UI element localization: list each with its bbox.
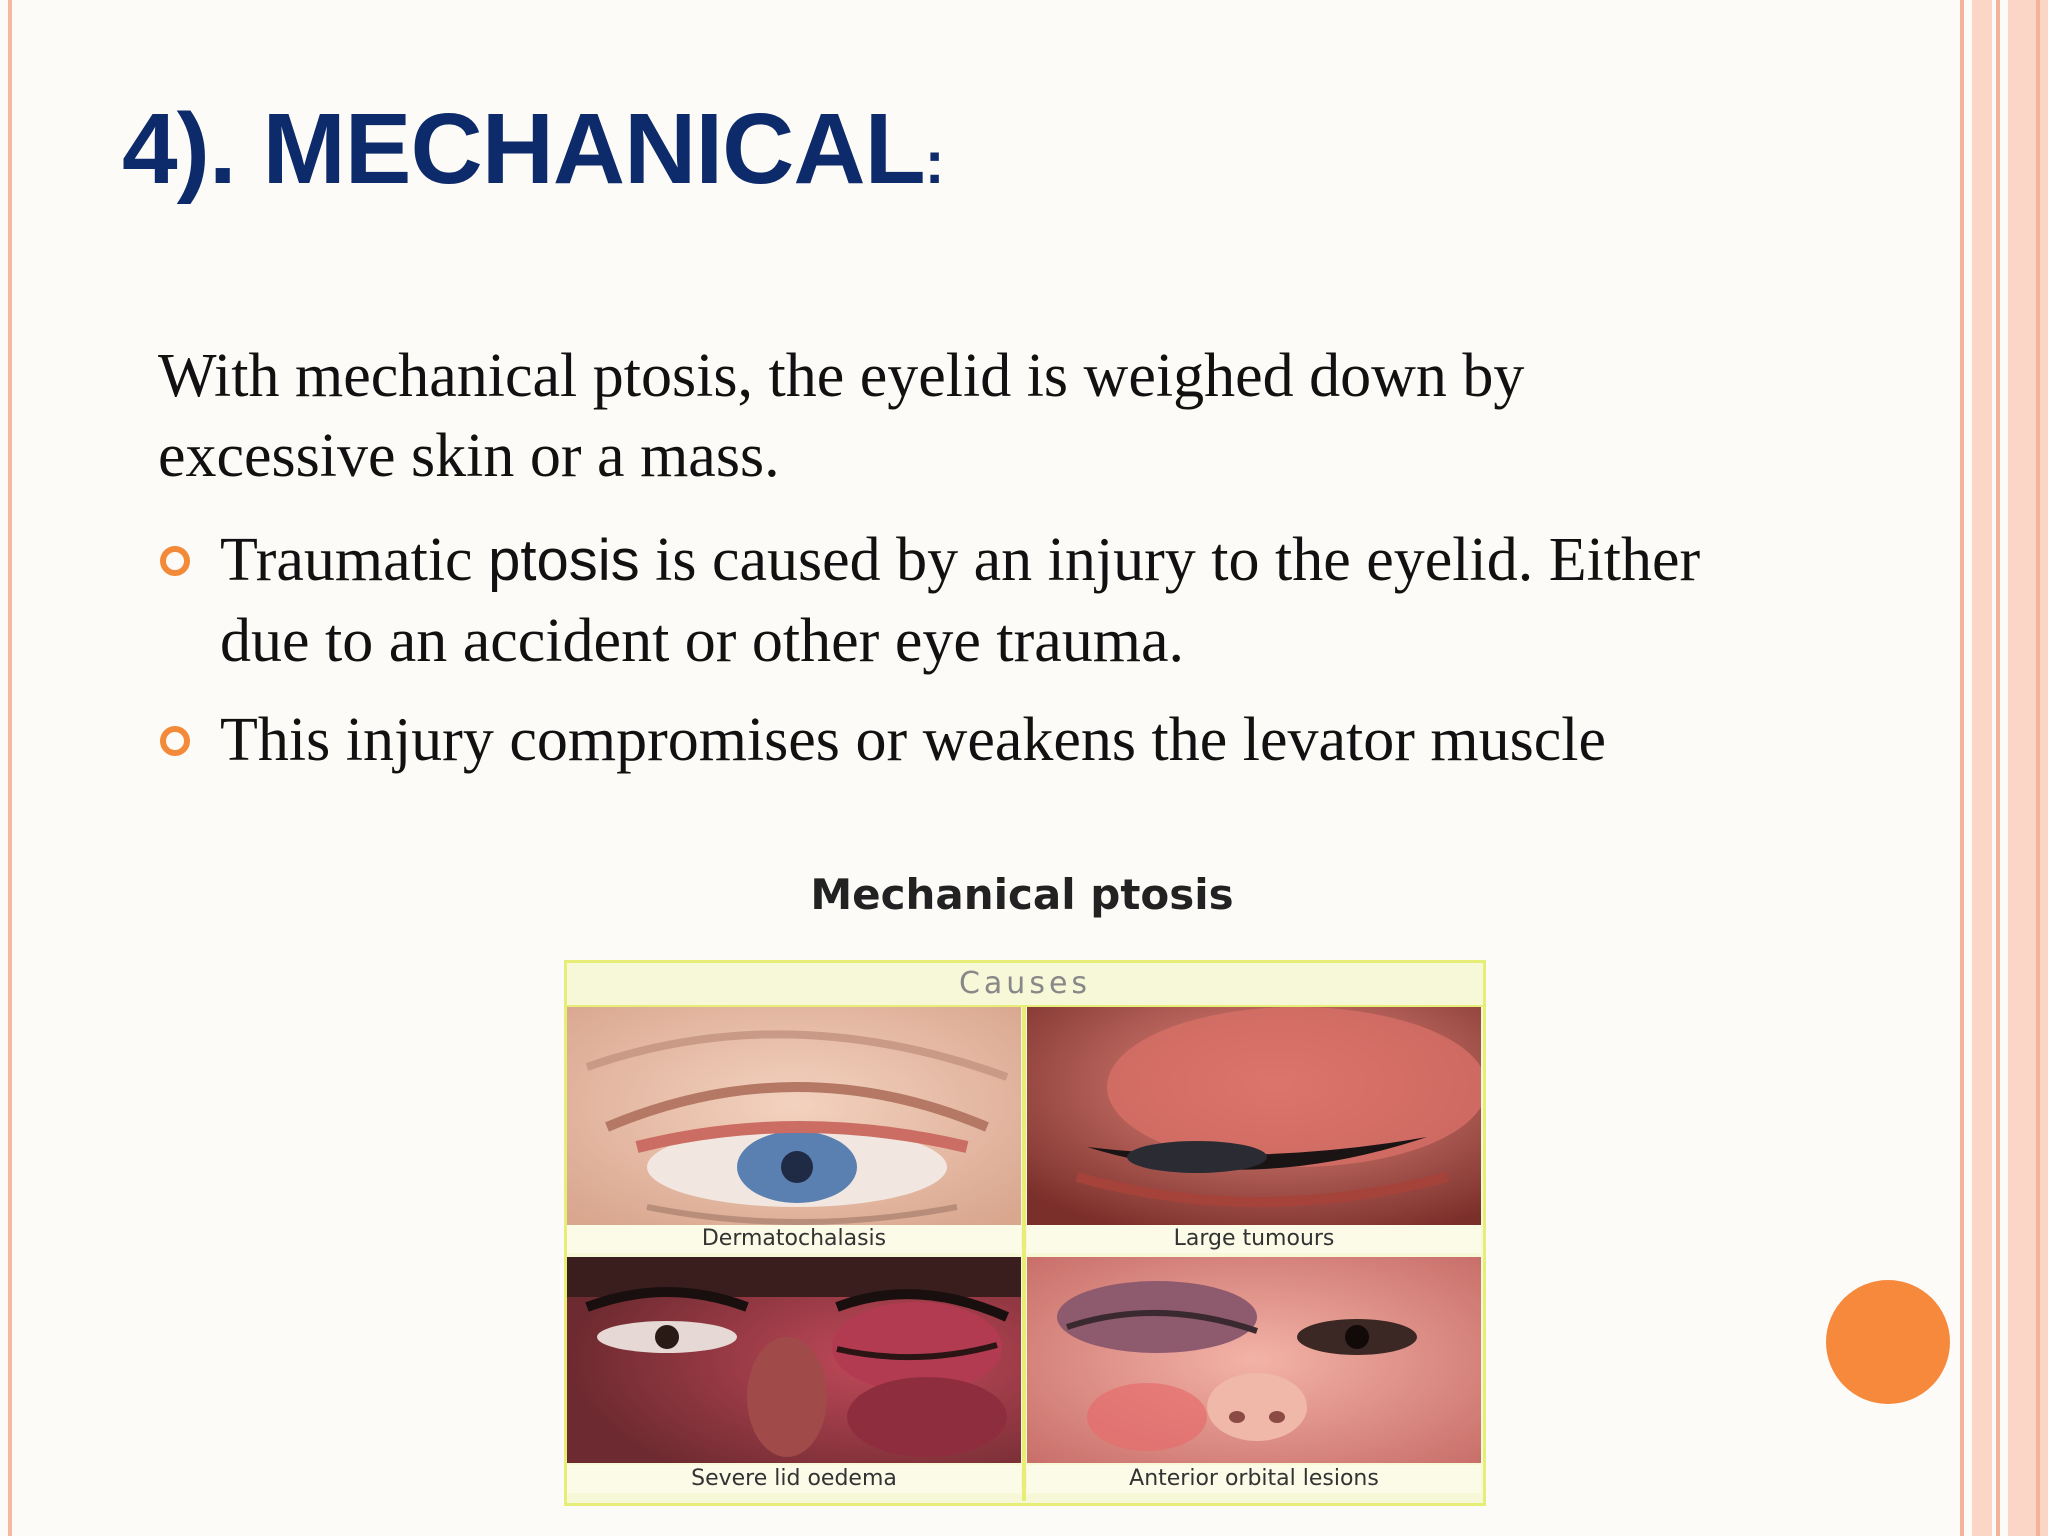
- right-stripe: [1960, 0, 1964, 1536]
- bullet-text-post: is caused by an injury to the eyelid. Either due to an accident or other eye trauma.: [220, 526, 1701, 675]
- caption-anterior-orbital-lesions: Anterior orbital lesions: [1027, 1465, 1481, 1493]
- caption-large-tumours: Large tumours: [1027, 1225, 1481, 1253]
- bullet-text-pre: Traumatic: [220, 526, 489, 594]
- bullet-item: [158, 700, 1778, 780]
- slide-title-colon: :: [924, 129, 944, 196]
- eye-photo-icon: [567, 1257, 1021, 1463]
- figure-panel: [564, 960, 1486, 1506]
- slide-title: [122, 92, 944, 207]
- eye-photo-icon: [567, 1007, 1021, 1225]
- right-stripe: [2008, 0, 2048, 1536]
- left-border: [8, 0, 12, 1536]
- figure-header: Causes: [567, 963, 1483, 1007]
- right-stripe: [1972, 0, 1992, 1536]
- bullet-text: This injury compromises or weakens the levator muscle: [220, 706, 1607, 774]
- photo-large-tumours: [1027, 1007, 1481, 1225]
- caption-severe-lid-oedema: Severe lid oedema: [567, 1465, 1021, 1493]
- intro-paragraph: With mechanical ptosis, the eyelid is weighed down by excessive skin or a mass.: [158, 342, 1525, 490]
- photo-dermatochalasis: [567, 1007, 1021, 1225]
- right-stripe: [1996, 0, 2000, 1536]
- bullet-text: [220, 520, 1778, 681]
- figure-divider: [1022, 1007, 1026, 1501]
- photo-severe-lid-oedema: [567, 1257, 1021, 1463]
- caption-dermatochalasis: Dermatochalasis: [567, 1225, 1021, 1253]
- bullet-circle-icon: [160, 726, 190, 756]
- orange-circle-icon: [1826, 1280, 1950, 1404]
- eye-photo-icon: [1027, 1257, 1481, 1463]
- photo-anterior-orbital-lesions: [1027, 1257, 1481, 1463]
- eye-photo-icon: [1027, 1007, 1481, 1225]
- bullet-text-emph: ptosis: [488, 528, 640, 593]
- figure-title: Mechanical ptosis: [810, 870, 1234, 919]
- slide-title-text: 4). MECHANICAL: [122, 93, 925, 205]
- right-stripe: [2036, 0, 2040, 1536]
- figure-image: [560, 870, 1484, 1510]
- bullet-item: [158, 520, 1778, 681]
- bullet-circle-icon: [160, 546, 190, 576]
